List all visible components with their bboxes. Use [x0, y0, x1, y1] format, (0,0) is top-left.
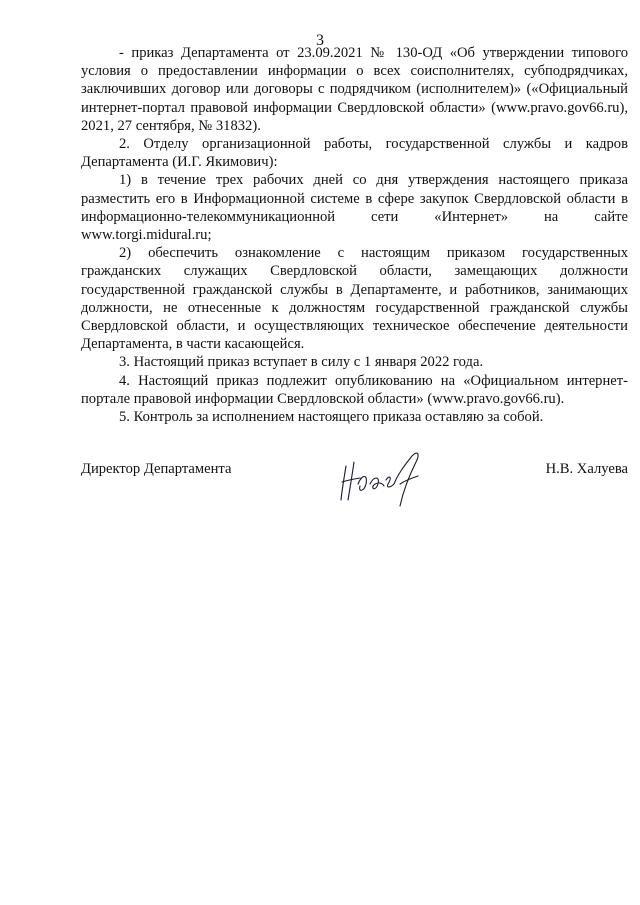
paragraph-subitem-2: 2) обеспечить ознакомление с настоящим приказом государственных гражданских служащих Свердловской области, замещающих должности государственной гражданской службы в Департаменте, и работников, занимающих должности, не отнесенные к должностям государственной гражданской службы Свердловской области, и осуществляющих техническое обеспечение деятельности Департамента, в части касающейся. — [81, 245, 628, 353]
paragraph-item-5: 5. Контроль за исполнением настоящего приказа оставляю за собой. — [119, 409, 544, 426]
paragraph-item-3: 3. Настоящий приказ вступает в силу с 1 января 2022 года. — [119, 354, 484, 371]
paragraph-previous-order: - приказ Департамента от 23.09.2021 № 130-ОД «Об утверждении типового условия о предоставлении информации о всех соисполнителях, субподрядчиках, заключивших договор или договоры с подрядчиком (исполнителем)» («Официальный интернет-портал правовой информации Свердловской области» (www.pravo.gov66.ru), 2021, 27 сентября, № 31832). — [81, 45, 628, 134]
signatory-title: Директор Департамента — [81, 461, 232, 477]
page-number: 3 — [316, 32, 324, 49]
signatory-name: Н.В. Халуева — [545, 461, 628, 477]
paragraph-item-4: 4. Настоящий приказ подлежит опубликованию на «Официальном интернет-портале правовой информации Свердловской области» (www.pravo.gov66.ru). — [81, 372, 628, 407]
paragraph-subitem-1: 1) в течение трех рабочих дней со дня утверждения настоящего приказа разместить его в Информационной системе в сфере закупок Свердловской области в информационно-телекоммуникационной сети «Интернет» на сайте www.torgi.midural.ru; — [81, 172, 628, 244]
paragraph-item-2: 2. Отделу организационной работы, государственной службы и кадров Департамента (И.Г. Якимович): — [81, 136, 628, 171]
document-body — [81, 44, 628, 426]
signature-block — [81, 448, 628, 518]
handwritten-signature — [336, 444, 436, 514]
